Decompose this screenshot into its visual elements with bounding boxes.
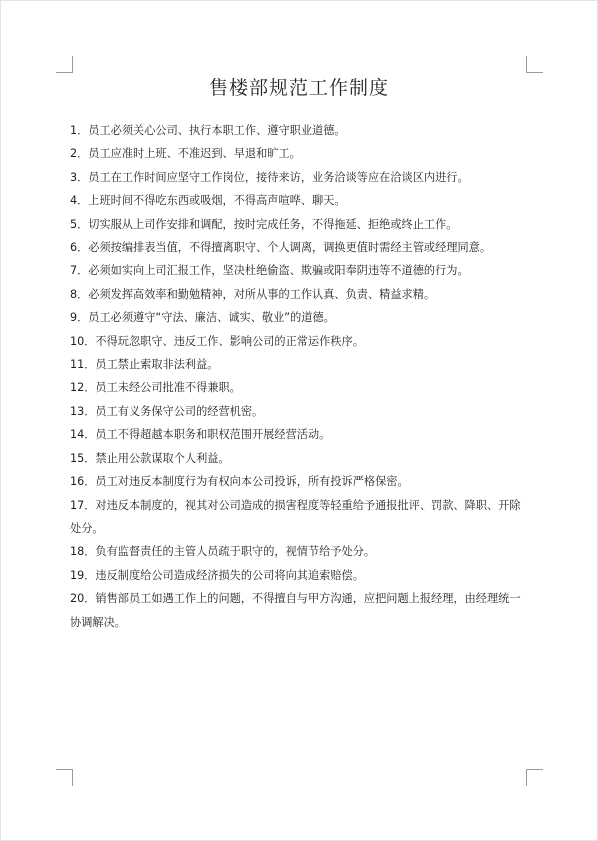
rule-item-8: 8．必须发挥高效率和勤勉精神，对所从事的工作认真、负责、精益求精。 xyxy=(70,287,436,301)
rule-item-13: 13．员工有义务保守公司的经营机密。 xyxy=(70,404,264,418)
rule-item-19: 19．违反制度给公司造成经济损失的公司将向其追索赔偿。 xyxy=(70,568,364,582)
rule-item-18: 18．负有监督责任的主管人员疏于职守的，视情节给予处分。 xyxy=(70,545,376,559)
rule-item-6: 6．必须按编排表当值，不得擅离职守、个人调离，调换更值时需经主管或经理同意。 xyxy=(70,241,492,255)
rule-item-11: 11．员工禁止索取非法利益。 xyxy=(70,358,219,372)
rules-list xyxy=(70,119,530,634)
crop-mark-bottom-left xyxy=(56,769,73,786)
rule-item-17: 17．对违反本制度的，视其对公司造成的损害程度等轻重给予通报批评、罚款、降职、开除处分。 xyxy=(70,498,521,535)
rule-item-1: 1．员工必须关心公司、执行本职工作、遵守职业道德。 xyxy=(70,124,346,137)
rule-item-10: 10．不得玩忽职守、违反工作、影响公司的正常运作秩序。 xyxy=(70,334,364,348)
rule-item-5: 5．切实服从上司作安排和调配，按时完成任务，不得拖延、拒绝或终止工作。 xyxy=(70,217,458,231)
rule-item-3: 3．员工在工作时间应坚守工作岗位，接待来访，业务洽谈等应在洽谈区内进行。 xyxy=(70,170,469,184)
rule-item-12: 12．员工未经公司批准不得兼职。 xyxy=(70,381,241,395)
crop-mark-top-right xyxy=(526,56,543,73)
rule-item-14: 14．员工不得超越本职务和职权范围开展经营活动。 xyxy=(70,428,331,442)
rule-item-7: 7．必须如实向上司汇报工作，坚决杜绝偷盗、欺骗或阳奉阴违等不道德的行为。 xyxy=(70,264,469,278)
rule-item-4: 4．上班时间不得吃东西或吸烟，不得高声喧哗、聊天。 xyxy=(70,194,346,208)
rule-item-9: 9．员工必须遵守“守法、廉洁、诚实、敬业”的道德。 xyxy=(70,311,335,325)
crop-mark-bottom-right xyxy=(526,769,543,786)
document-title: 售楼部规范工作制度 xyxy=(208,77,389,99)
rule-item-20: 20．销售部员工如遇工作上的问题，不得擅自与甲方沟通，应把问题上报经理，由经理统一协调解决。 xyxy=(70,592,521,629)
rule-item-16: 16．员工对违反本制度行为有权向本公司投诉，所有投诉严格保密。 xyxy=(70,475,409,489)
rule-item-2: 2．员工应准时上班、不准迟到、早退和旷工。 xyxy=(70,147,301,161)
rule-item-15: 15．禁止用公款谋取个人利益。 xyxy=(70,451,230,465)
crop-mark-top-left xyxy=(56,56,73,73)
